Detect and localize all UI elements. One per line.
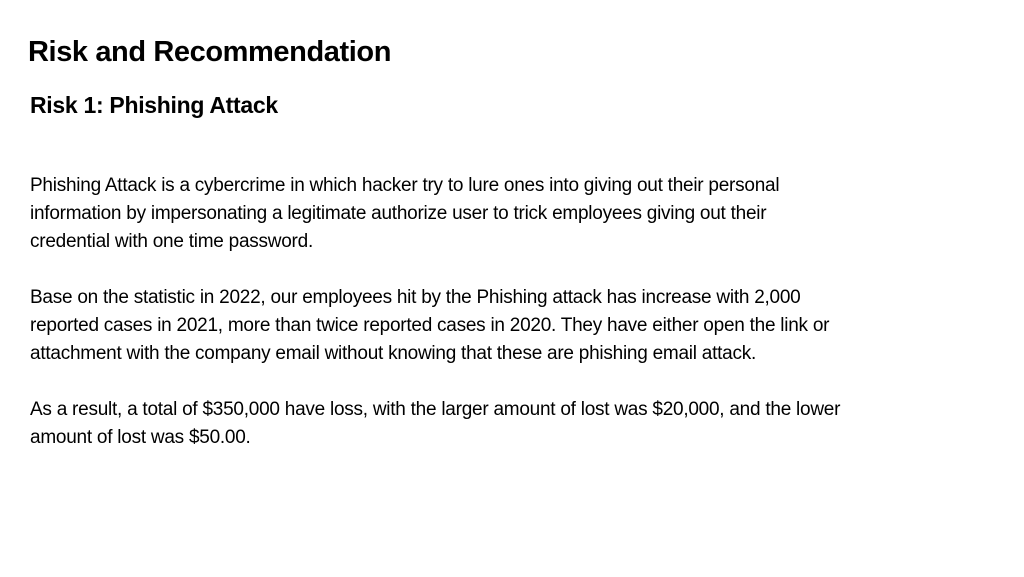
text-line: credential with one time password. [30,231,313,252]
paragraph-losses [30,396,1005,452]
paragraph-statistics [30,284,1005,368]
text-line: attachment with the company email without knowing that these are phishing email attack. [30,343,756,364]
text-line: amount of lost was $50.00. [30,427,251,448]
text-line: information by impersonating a legitimate authorize user to trick employees giving out their [30,203,767,224]
text-line: As a result, a total of $350,000 have loss, with the larger amount of lost was $20,000, and the lower [30,399,841,420]
slide-subtitle: Risk 1: Phishing Attack [30,92,278,118]
slide-body [30,172,1005,480]
text-line: reported cases in 2021, more than twice reported cases in 2020. They have either open the link or [30,315,830,336]
paragraph-phishing-definition [30,172,1005,256]
slide-title: Risk and Recommendation [28,36,392,68]
text-line: Phishing Attack is a cybercrime in which hacker try to lure ones into giving out their personal [30,175,780,196]
text-line: Base on the statistic in 2022, our employees hit by the Phishing attack has increase with 2,000 [30,287,801,308]
